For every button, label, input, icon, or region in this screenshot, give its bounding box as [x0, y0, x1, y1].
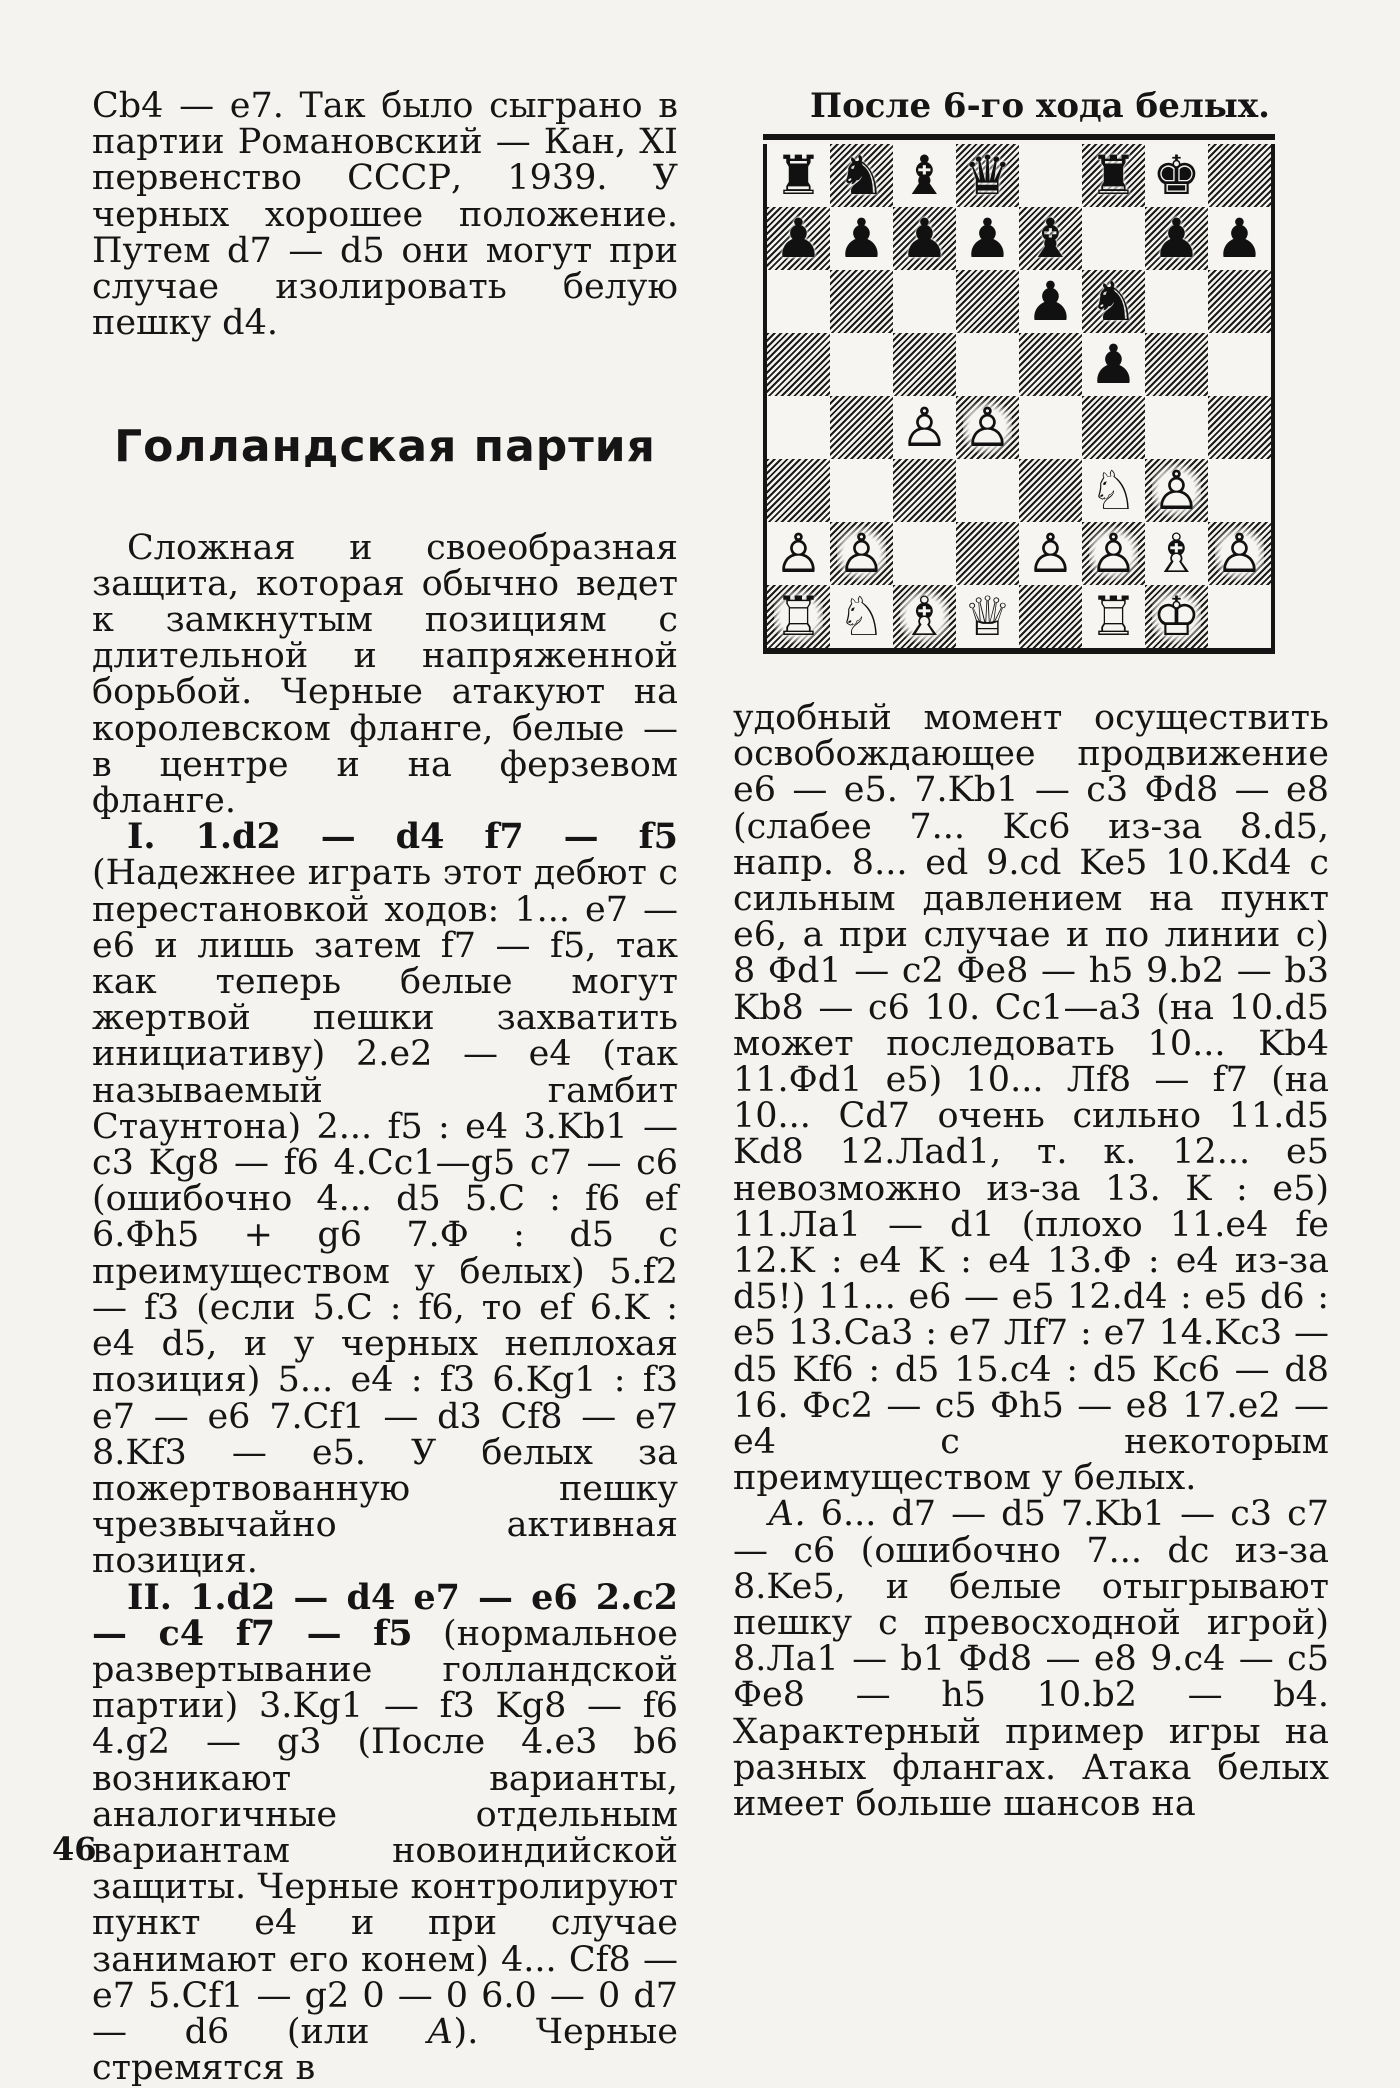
- square-h5: [1208, 333, 1271, 396]
- black-bishop-icon: ♝: [900, 144, 949, 207]
- black-pawn-icon: ♟: [837, 207, 886, 270]
- square-d7: [956, 207, 1019, 270]
- square-e6: [1019, 270, 1082, 333]
- chess-diagram: [763, 134, 1275, 654]
- square-e3: [1019, 459, 1082, 522]
- black-queen-icon: ♛: [963, 144, 1012, 207]
- square-a6: [767, 270, 830, 333]
- variation-a: [733, 1494, 1329, 1825]
- square-c3: [893, 459, 956, 522]
- right-column: [733, 698, 1329, 1825]
- square-d2: [956, 522, 1019, 585]
- white-pawn-icon: ♙: [837, 522, 886, 585]
- black-pawn-icon: ♟: [963, 207, 1012, 270]
- square-h8: [1208, 144, 1271, 207]
- square-d4: [956, 396, 1019, 459]
- square-f4: [1082, 396, 1145, 459]
- variation-1-lead: I. 1.d2 — d4 f7 — f5: [127, 816, 678, 858]
- square-e4: [1019, 396, 1082, 459]
- black-pawn-icon: ♟: [900, 207, 949, 270]
- square-f1: [1082, 585, 1145, 648]
- square-c4: [893, 396, 956, 459]
- black-bishop-icon: ♝: [1026, 207, 1075, 270]
- white-king-icon: ♔: [1152, 585, 1201, 648]
- square-d3: [956, 459, 1019, 522]
- left-column: [92, 88, 678, 2086]
- square-h4: [1208, 396, 1271, 459]
- square-f3: [1082, 459, 1145, 522]
- intro-paragraph: Cb4 — e7. Так было сыграно в партии Романовский — Кан, XI первенство СССР, 1939. У черных хорошее положение. Путем d7 — d5 они могут при случае изолировать белую пешку d4.: [92, 86, 678, 344]
- square-d5: [956, 333, 1019, 396]
- square-g5: [1145, 333, 1208, 396]
- section-heading: Голландская партия: [114, 421, 656, 473]
- diagram-caption: После 6-го хода белых.: [810, 86, 1270, 126]
- square-f2: [1082, 522, 1145, 585]
- square-a1: [767, 585, 830, 648]
- opening-description: Сложная и своеобразная защита, которая обычно ведет к замкнутым позициям с длительной и напряженной борьбой. Черные атакуют на королевском фланге, белые — в центре и на ферзевом фланге.: [92, 527, 678, 822]
- square-e1: [1019, 585, 1082, 648]
- square-b8: [830, 144, 893, 207]
- white-pawn-icon: ♙: [1152, 459, 1201, 522]
- black-knight-icon: ♞: [1089, 270, 1138, 333]
- square-h3: [1208, 459, 1271, 522]
- variation-a-label: А.: [768, 1494, 806, 1535]
- square-f7: [1082, 207, 1145, 270]
- square-a2: [767, 522, 830, 585]
- square-h2: [1208, 522, 1271, 585]
- square-e5: [1019, 333, 1082, 396]
- square-c5: [893, 333, 956, 396]
- variation-2-tail: ). Черные стремятся в: [92, 2011, 678, 2088]
- black-rook-icon: ♜: [774, 144, 823, 207]
- square-d1: [956, 585, 1019, 648]
- white-rook-icon: ♖: [774, 585, 823, 648]
- square-b3: [830, 459, 893, 522]
- black-pawn-icon: ♟: [1026, 270, 1075, 333]
- square-g3: [1145, 459, 1208, 522]
- square-c1: [893, 585, 956, 648]
- square-a3: [767, 459, 830, 522]
- board-bottom-border: [763, 648, 1275, 654]
- square-c6: [893, 270, 956, 333]
- square-b6: [830, 270, 893, 333]
- square-a4: [767, 396, 830, 459]
- square-f5: [1082, 333, 1145, 396]
- square-g4: [1145, 396, 1208, 459]
- black-rook-icon: ♜: [1089, 144, 1138, 207]
- square-h6: [1208, 270, 1271, 333]
- square-b1: [830, 585, 893, 648]
- black-pawn-icon: ♟: [774, 207, 823, 270]
- variation-1-text: (Надежнее играть этот дебют с перестановкой ходов: 1... e7 — e6 и лишь затем f7 — f5, так как теперь белые могут жертвой пешки захватить инициативу) 2.e2 — e4 (так называемый гамбит Стаунтона) 2... f5 : e4 3.Kb1 — c3 Kg8 — f6 4.Cc1—g5 c7 — c6 (ошибочно 4... d5 5.C : f6 ef 6.Фh5 + g6 7.Ф : d5 с преимуществом у белых) 5.f2 — f3 (если 5.C : f6, то ef 6.K : e4 d5, и у черных неплохая позиция) 5... e4 : f3 6.Kg1 : f3 e7 — e6 7.Cf1 — d3 Cf8 — e7 8.Kf3 — e5. У белых за пожертвованную пешку чрезвычайно активная позиция.: [92, 853, 678, 1582]
- square-c8: [893, 144, 956, 207]
- page-number: 46: [52, 1830, 97, 1868]
- variation-1: [92, 816, 678, 1582]
- white-knight-icon: ♘: [1089, 459, 1138, 522]
- black-pawn-icon: ♟: [1152, 207, 1201, 270]
- white-pawn-icon: ♙: [963, 396, 1012, 459]
- square-a8: [767, 144, 830, 207]
- white-pawn-icon: ♙: [1215, 522, 1264, 585]
- square-h1: [1208, 585, 1271, 648]
- chess-board: [763, 144, 1275, 648]
- variation-2-text: (нормальное развертывание голландской партии) 3.Kg1 — f3 Kg8 — f6 4.g2 — g3 (После 4.e3 b6 возникают варианты, аналогичные отдельным вариантам новоиндийской защиты. Черные контролируют пункт e4 и при случае занимают его конем) 4... Cf8 — e7 5.Cf1 — g2 0 — 0 6.0 — 0 d7 — d6 (или: [92, 1613, 678, 2052]
- square-g2: [1145, 522, 1208, 585]
- white-pawn-icon: ♙: [900, 396, 949, 459]
- square-e7: [1019, 207, 1082, 270]
- black-king-icon: ♚: [1152, 144, 1201, 207]
- white-bishop-icon: ♗: [1152, 522, 1201, 585]
- square-e8: [1019, 144, 1082, 207]
- black-pawn-icon: ♟: [1089, 333, 1138, 396]
- square-g1: [1145, 585, 1208, 648]
- square-b5: [830, 333, 893, 396]
- board-top-border: [763, 134, 1275, 140]
- square-c7: [893, 207, 956, 270]
- square-b7: [830, 207, 893, 270]
- white-knight-icon: ♘: [837, 585, 886, 648]
- square-a5: [767, 333, 830, 396]
- square-e2: [1019, 522, 1082, 585]
- square-c2: [893, 522, 956, 585]
- variation-2-ref: А: [427, 2011, 454, 2052]
- black-knight-icon: ♞: [837, 144, 886, 207]
- white-queen-icon: ♕: [963, 585, 1012, 648]
- square-g6: [1145, 270, 1208, 333]
- square-h7: [1208, 207, 1271, 270]
- square-g7: [1145, 207, 1208, 270]
- white-bishop-icon: ♗: [900, 585, 949, 648]
- white-rook-icon: ♖: [1089, 585, 1138, 648]
- square-b4: [830, 396, 893, 459]
- square-b2: [830, 522, 893, 585]
- white-pawn-icon: ♙: [1089, 522, 1138, 585]
- black-pawn-icon: ♟: [1215, 207, 1264, 270]
- white-pawn-icon: ♙: [1026, 522, 1075, 585]
- square-f6: [1082, 270, 1145, 333]
- variation-2-lead: II. 1.d2 — d4 e7 — e6 2.c2 — c4 f7 — f5: [92, 1576, 678, 1654]
- white-pawn-icon: ♙: [774, 522, 823, 585]
- square-g8: [1145, 144, 1208, 207]
- square-f8: [1082, 144, 1145, 207]
- variation-2: [92, 1576, 678, 2088]
- variation-a-text: 6... d7 — d5 7.Kb1 — c3 c7 — c6 (ошибочно 7... dc из-за 8.Ke5, и белые отыгрывают пешку с превосходной игрой) 8.Лa1 — b1 Фd8 — e8 9.c4 — c5 Фe8 — h5 10.b2 — b4. Характерный пример игры на разных флангах. Атака белых имеет больше шансов на: [733, 1494, 1329, 1825]
- square-d6: [956, 270, 1019, 333]
- square-a7: [767, 207, 830, 270]
- square-d8: [956, 144, 1019, 207]
- analysis-continuation: удобный момент осуществить освобождающее продвижение e6 — e5. 7.Kb1 — c3 Фd8 — e8 (слабее 7... Kc6 из-за 8.d5, напр. 8... ed 9.cd Ke5 10.Kd4 с сильным давлением на пункт e6, а при случае и по линии c) 8 Фd1 — c2 Фe8 — h5 9.b2 — b3 Kb8 — c6 10. Cc1—a3 (на 10.d5 может последовать 10... Kb4 11.Фd1 e5) 10... Лf8 — f7 (на 10... Cd7 очень сильно 11.d5 Kd8 12.Лad1, т. к. 12... e5 невозможно из-за 13. K : e5) 11.Лa1 — d1 (плохо 11.e4 fe 12.K : e4 K : e4 13.Ф : e4 из-за d5!) 11... e6 — e5 12.d4 : e5 d6 : e5 13.Ca3 : e7 Лf7 : e7 14.Kc3 — d5 Kf6 : d5 15.c4 : d5 Kc6 — d8 16. Фc2 — c5 Фh5 — e8 17.e2 — e4 с некоторым преимуществом у белых.: [733, 698, 1329, 1499]
